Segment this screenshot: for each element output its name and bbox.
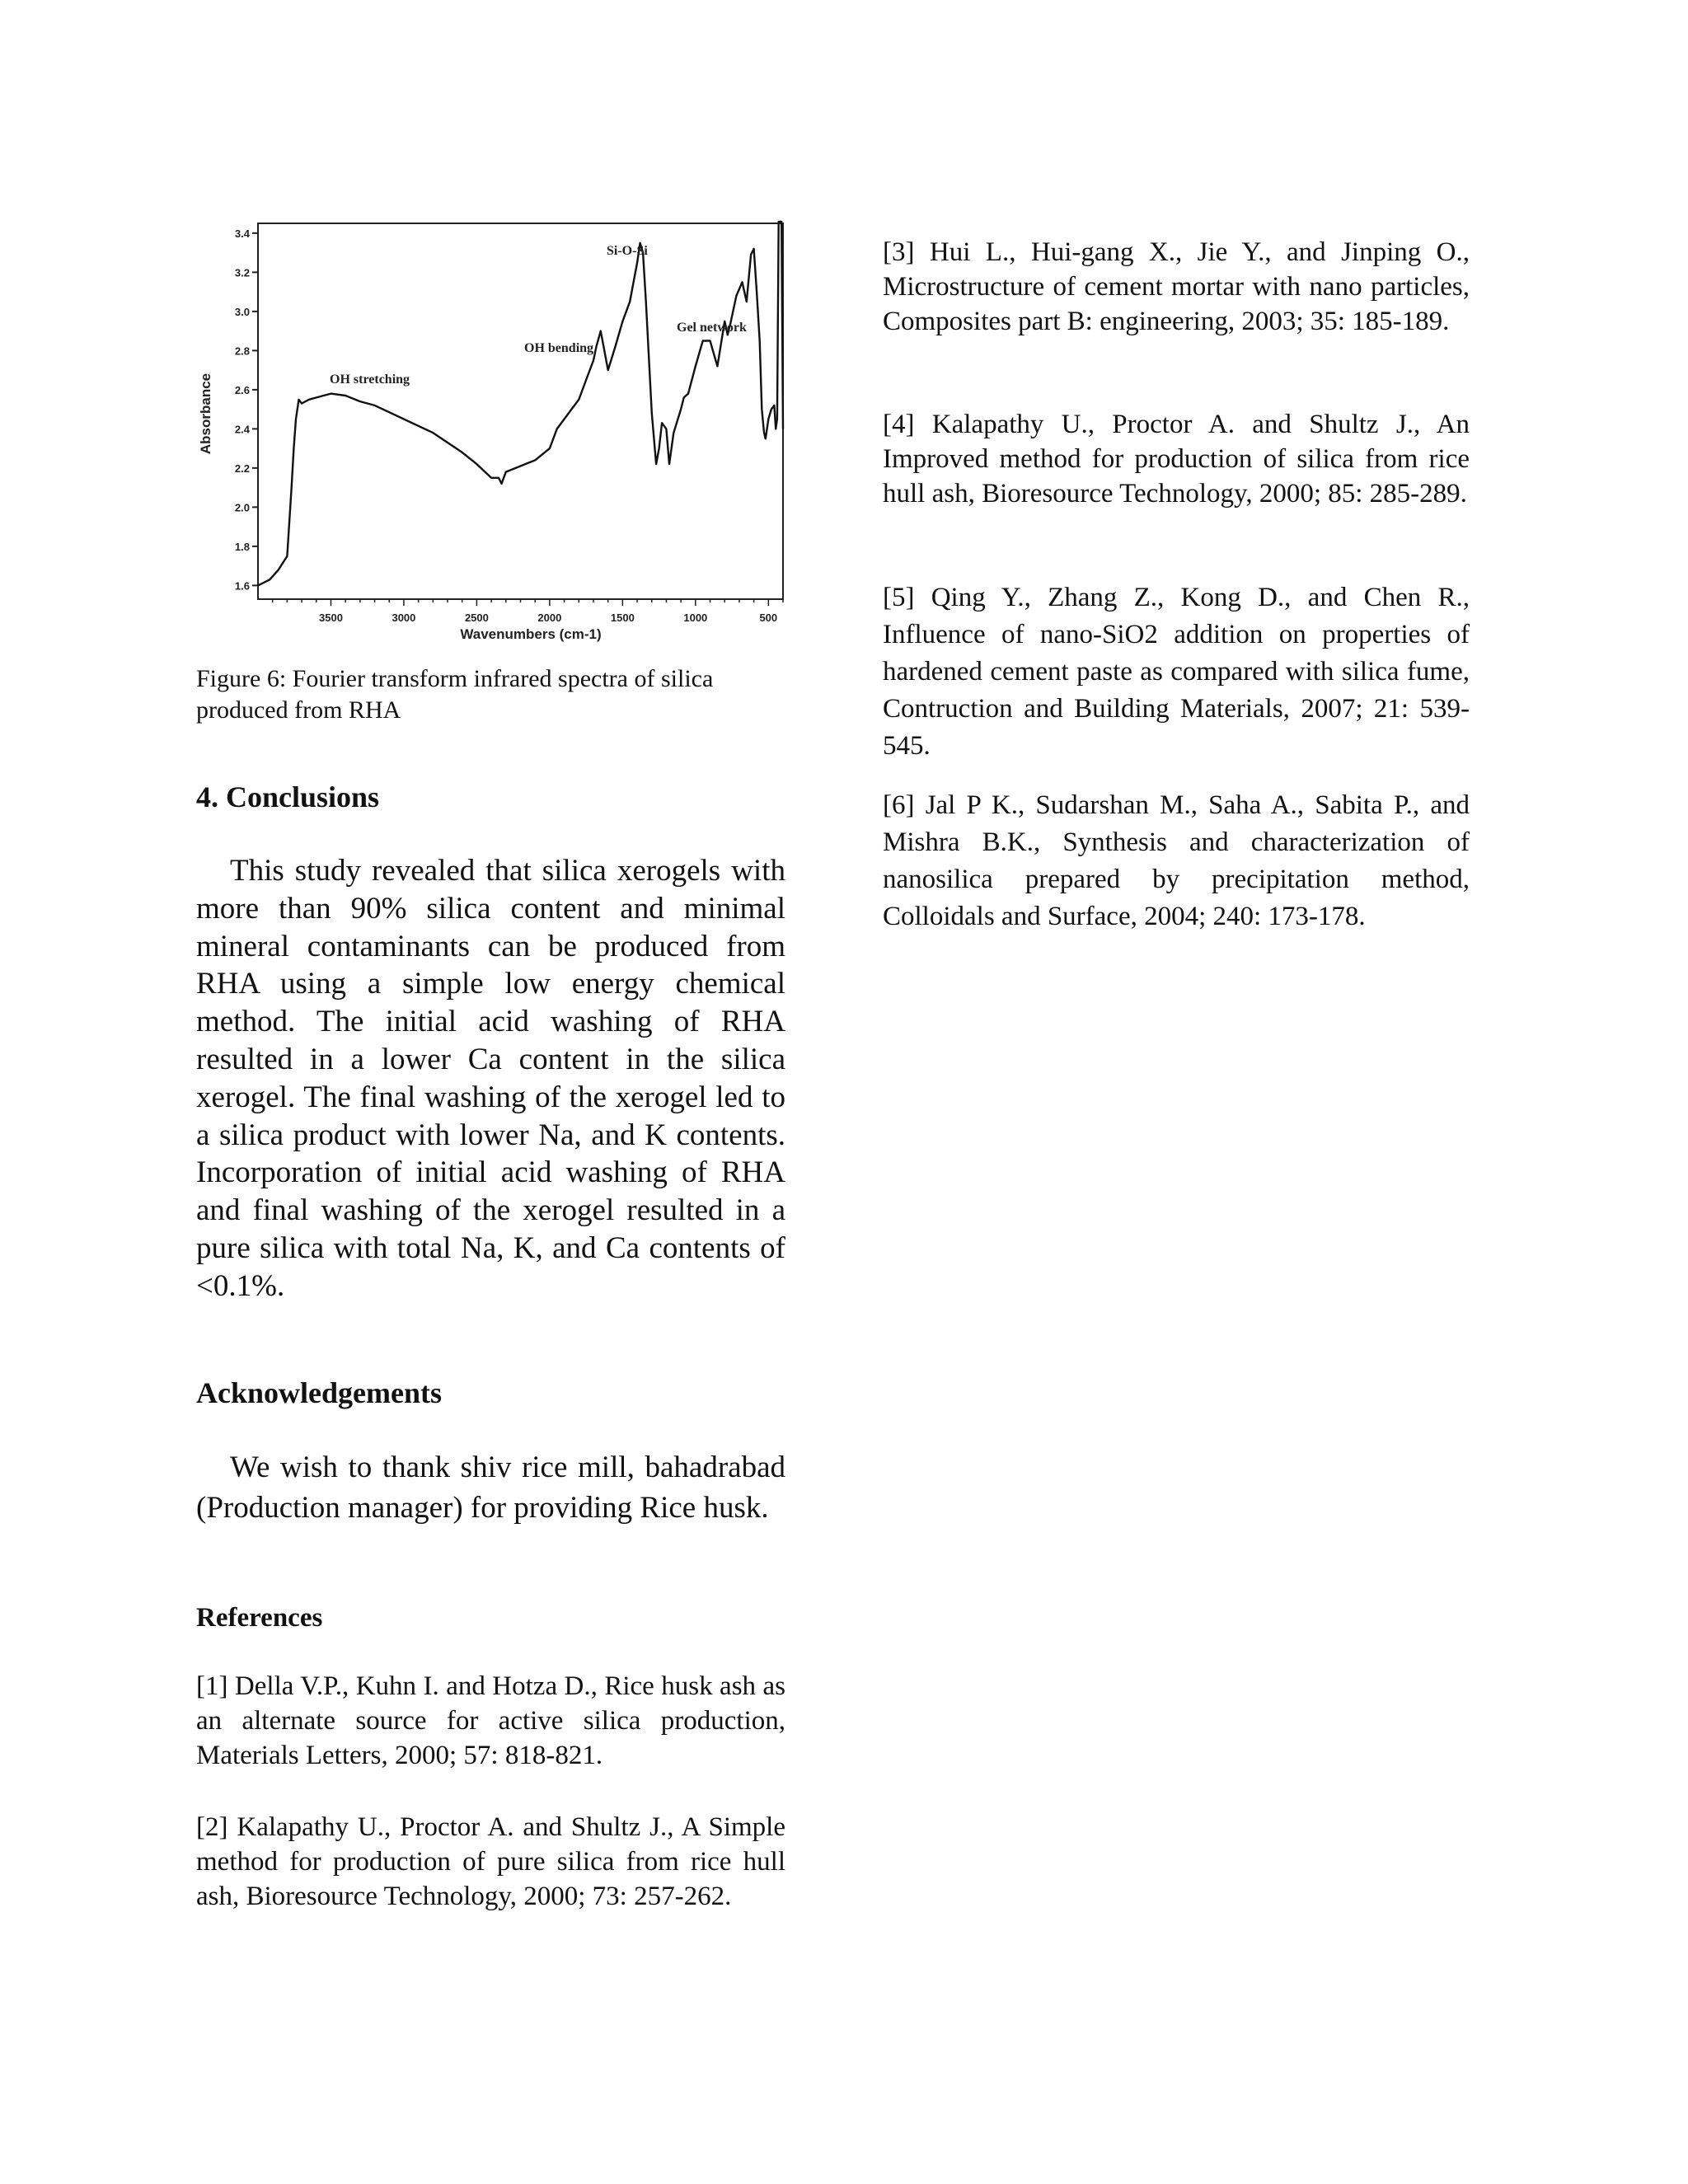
y-tick-label-3: 2.2 xyxy=(234,462,250,475)
y-tick-label-1: 1.8 xyxy=(234,540,250,553)
spectrum-line xyxy=(258,222,783,585)
plot-layer xyxy=(235,222,783,624)
conclusions-text: This study revealed that silica xerogels with more than 90% silica content and minimal mineral contaminants can be produced from RHA using a simple low energy chemical method. The initial acid washing of RHA resulted in a lower Ca content in the silica xerogel. The final washing of the xerogel led to a silica product with lower Na, and K contents. Incorporation of initial acid washing of RHA and final washing of the xerogel resulted in a pure silica with total Na, K, and Ca contents of <0.1%. xyxy=(196,854,785,1303)
ftir-figure xyxy=(196,216,785,644)
ftir-chart xyxy=(196,216,785,644)
annotation-oh-stretching: OH stretching xyxy=(330,373,410,387)
figure-caption: Figure 6: Fourier transform infrared spectra of silica produced from RHA xyxy=(196,665,714,724)
conclusions-heading: 4. Conclusions xyxy=(196,780,380,813)
y-tick-label-6: 2.8 xyxy=(234,344,250,358)
y-tick-label-2: 2.0 xyxy=(234,501,250,514)
x-tick-label-3: 2000 xyxy=(537,612,562,624)
reference-item-2: [2] Kalapathy U., Proctor A. and Shultz J., A Simple method for production of pure silica from rice hull ash, Bioresource Technology, 2000; 73: 257-262. xyxy=(196,1812,785,1911)
acknowledgements-heading: Acknowledgements xyxy=(196,1376,442,1409)
y-tick-label-4: 2.4 xyxy=(234,423,250,436)
y-tick-label-8: 3.2 xyxy=(234,266,250,279)
references-heading: References xyxy=(196,1603,323,1633)
x-axis-label: Wavenumbers (cm-1) xyxy=(460,626,602,642)
y-tick-label-7: 3.0 xyxy=(234,305,250,318)
reference-item-4: [4] Kalapathy U., Proctor A. and Shultz J., An Improved method for production of silica from rice hull ash, Bioresource Technology, 2000; 85: 285-289. xyxy=(883,410,1470,509)
annotation-gel-network: Gel network xyxy=(677,321,747,335)
reference-item-5: [5] Qing Y., Zhang Z., Kong D., and Chen R., Influence of nano-SiO2 addition on properties of hardened cement paste as compared with silica fume, Contruction and Building Materials, 2007; 21: 539-545. xyxy=(883,583,1470,761)
x-tick-label-0: 3500 xyxy=(319,612,343,624)
x-tick-label-1: 3000 xyxy=(392,612,416,624)
reference-item-1: [1] Della V.P., Kuhn I. and Hotza D., Rice husk ash as an alternate source for active silica production, Materials Letters, 2000; 57: 818-821. xyxy=(196,1671,785,1770)
x-tick-label-5: 1000 xyxy=(683,612,708,624)
reference-item-3: [3] Hui L., Hui-gang X., Jie Y., and Jinping O., Microstructure of cement mortar with nano particles, Composites part B: engineering, 2003; 35: 185-189. xyxy=(883,237,1470,336)
left-column xyxy=(196,216,785,1911)
x-tick-label-2: 2500 xyxy=(464,612,489,624)
x-tick-label-6: 500 xyxy=(759,612,778,624)
reference-item-6: [6] Jal P K., Sudarshan M., Saha A., Sabita P., and Mishra B.K., Synthesis and characterization of nanosilica prepared by precipitation method, Colloidals and Surface, 2004; 240: 173-178. xyxy=(883,790,1470,931)
y-tick-label-5: 2.6 xyxy=(234,383,250,396)
plot-frame xyxy=(258,223,783,599)
annotation-oh-bending: OH bending xyxy=(524,341,594,355)
annotation-si-o-si: Si-O-Si xyxy=(607,244,648,258)
y-tick-label-0: 1.6 xyxy=(234,579,250,593)
y-axis-label: Absorbance xyxy=(198,373,213,455)
x-tick-label-4: 1500 xyxy=(610,612,635,624)
y-tick-label-9: 3.4 xyxy=(234,227,250,240)
acknowledgements-text: We wish to thank shiv rice mill, bahadrabad (Production manager) for providing Rice husk. xyxy=(196,1451,785,1525)
